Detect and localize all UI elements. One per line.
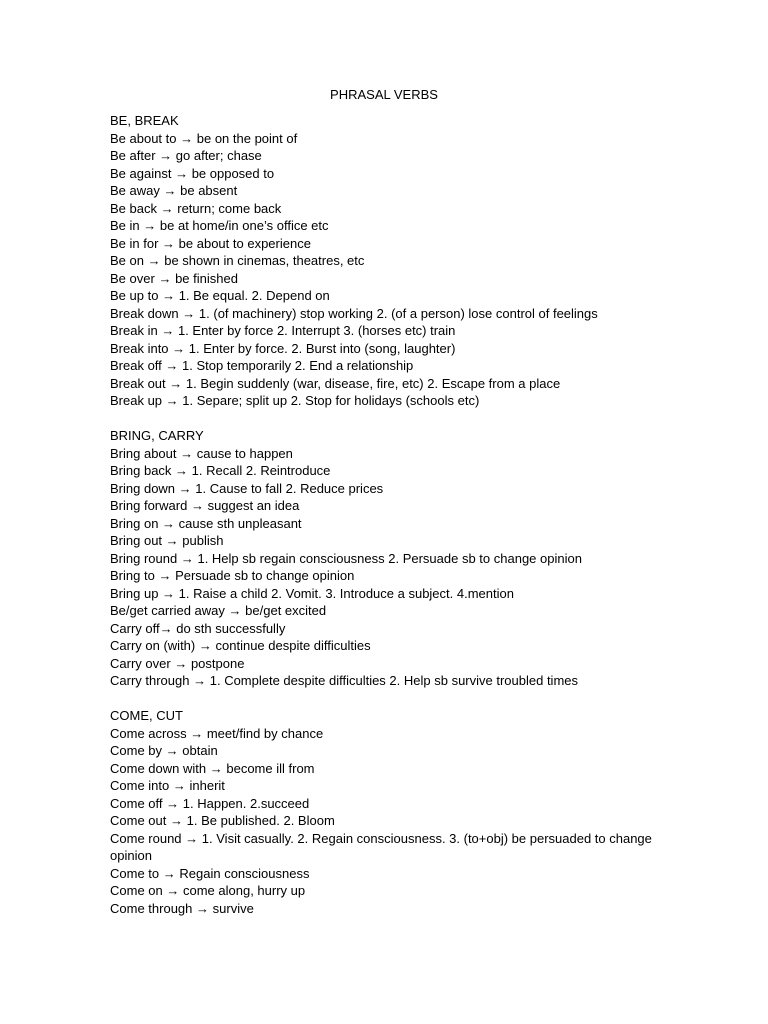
phrasal-verb-entry — [110, 760, 655, 778]
verb-meaning: 1. Visit casually. 2. Regain consciousness. 3. (to+obj) be persuaded to change opinion — [110, 830, 652, 863]
phrasal-verb-entry — [110, 445, 655, 463]
verb-meaning: be about to experience — [178, 235, 311, 251]
arrow-icon: → — [166, 883, 180, 898]
phrasal-verb-entry — [110, 182, 655, 200]
arrow-icon: → — [163, 183, 177, 198]
verb-meaning: 1. Be published. 2. Bloom — [186, 813, 335, 828]
phrasal-verb-entry — [110, 725, 655, 743]
verb-phrase: Come on — [110, 883, 163, 898]
verb-phrase: Break in — [110, 323, 158, 338]
phrasal-verb-entry — [110, 147, 655, 165]
verb-meaning: be absent — [180, 183, 238, 198]
verb-meaning: cause sth unpleasant — [178, 515, 302, 531]
verb-meaning: go after; chase — [175, 148, 262, 163]
verb-meaning: be opposed to — [191, 165, 275, 181]
verb-meaning: 1. Be equal. 2. Depend on — [178, 288, 330, 303]
arrow-icon: → — [174, 655, 188, 671]
verb-phrase: Bring out — [110, 533, 163, 548]
arrow-icon: → — [169, 375, 183, 391]
arrow-icon: → — [160, 200, 174, 216]
verb-phrase: Carry off — [110, 620, 160, 636]
verb-phrase: Come across — [110, 725, 187, 741]
verb-phrase: Break down — [110, 305, 179, 321]
verb-phrase: Come through — [110, 900, 193, 916]
verb-meaning: Regain consciousness — [179, 865, 310, 881]
phrasal-verb-entry — [110, 200, 655, 218]
verb-meaning: be on the point of — [196, 130, 298, 146]
verb-meaning: suggest an idea — [207, 498, 300, 513]
phrasal-verb-entry — [110, 480, 655, 498]
phrasal-verb-entry — [110, 777, 655, 795]
verb-phrase: Bring down — [110, 480, 176, 496]
page-title: PHRASAL VERBS — [330, 87, 438, 102]
arrow-icon: → — [180, 550, 194, 566]
verb-phrase: Be in — [110, 218, 140, 233]
phrasal-verb-entry — [110, 655, 655, 673]
arrow-icon: → — [190, 498, 204, 513]
verb-phrase: Break out — [110, 375, 166, 391]
verb-phrase: Come to — [110, 865, 160, 881]
phrasal-verb-entry — [110, 620, 655, 638]
verb-phrase: Bring on — [110, 515, 159, 531]
arrow-icon: → — [180, 130, 194, 146]
phrasal-verb-entry — [110, 672, 655, 690]
phrasal-verb-entry — [110, 637, 655, 655]
arrow-icon: → — [190, 725, 204, 741]
verb-meaning: 1. (of machinery) stop working 2. (of a person) lose control of feelings — [198, 305, 598, 321]
verb-meaning: 1. Enter by force 2. Interrupt 3. (horses etc) train — [177, 323, 456, 338]
section — [110, 427, 655, 690]
phrasal-verb-entry — [110, 602, 655, 620]
phrasal-verb-entry — [110, 567, 655, 585]
arrow-icon: → — [165, 533, 179, 548]
arrow-icon: → — [147, 253, 161, 268]
verb-phrase: Be against — [110, 165, 172, 181]
verb-phrase: Be after — [110, 148, 156, 163]
phrasal-verb-entry — [110, 795, 655, 813]
verb-phrase: Carry over — [110, 655, 171, 671]
verb-phrase: Be over — [110, 270, 155, 286]
verb-phrase: Come down with — [110, 760, 207, 776]
arrow-icon: → — [159, 620, 173, 636]
arrow-icon: → — [185, 830, 199, 846]
arrow-icon: → — [162, 585, 176, 601]
phrasal-verb-entry — [110, 497, 655, 515]
phrasal-verb-entry — [110, 900, 655, 918]
arrow-icon: → — [165, 743, 179, 758]
section — [110, 112, 655, 410]
arrow-icon: → — [159, 148, 173, 163]
verb-phrase: Bring back — [110, 463, 172, 478]
arrow-icon: → — [158, 270, 172, 286]
arrow-icon: → — [178, 480, 192, 496]
verb-phrase: Break into — [110, 340, 169, 356]
verb-meaning: Persuade sb to change opinion — [175, 568, 355, 583]
phrasal-verb-entry — [110, 392, 655, 410]
verb-phrase: Be up to — [110, 288, 159, 303]
verb-phrase: Carry on (with) — [110, 638, 196, 653]
phrasal-verb-entry — [110, 532, 655, 550]
section-heading: BE, BREAK — [110, 113, 179, 128]
verb-meaning: be finished — [175, 270, 238, 286]
phrasal-verb-entry — [110, 270, 655, 288]
verb-meaning: 1. Separe; split up 2. Stop for holidays (schools etc) — [182, 393, 480, 408]
verb-phrase: Be away — [110, 183, 160, 198]
arrow-icon: → — [165, 358, 179, 373]
phrasal-verb-entry — [110, 830, 655, 865]
arrow-icon: → — [209, 760, 223, 776]
verb-phrase: Break up — [110, 393, 163, 408]
arrow-icon: → — [196, 900, 210, 916]
arrow-icon: → — [198, 638, 212, 653]
verb-meaning: cause to happen — [196, 445, 293, 461]
verb-meaning: continue despite difficulties — [215, 638, 371, 653]
verb-meaning: 1. Complete despite difficulties 2. Help sb survive troubled times — [209, 673, 579, 688]
arrow-icon: → — [170, 813, 183, 828]
verb-phrase: Be on — [110, 253, 144, 268]
phrasal-verb-entry — [110, 217, 655, 235]
arrow-icon: → — [162, 865, 176, 881]
phrasal-verb-entry — [110, 252, 655, 270]
arrow-icon: → — [161, 323, 175, 338]
verb-phrase: Come out — [110, 813, 167, 828]
phrasal-verb-entry — [110, 550, 655, 568]
arrow-icon: → — [165, 393, 179, 408]
verb-meaning: do sth successfully — [176, 620, 286, 636]
verb-meaning: be shown in cinemas, theatres, etc — [164, 253, 365, 268]
section — [110, 707, 655, 917]
arrow-icon: → — [172, 778, 186, 793]
verb-phrase: Bring round — [110, 550, 178, 566]
arrow-icon: → — [180, 445, 194, 461]
verb-phrase: Be in for — [110, 235, 159, 251]
phrasal-verb-entry — [110, 865, 655, 883]
verb-phrase: Come by — [110, 743, 163, 758]
verb-phrase: Come off — [110, 795, 163, 811]
verb-meaning: 1. Happen. 2.succeed — [182, 795, 310, 811]
verb-meaning: 1. Help sb regain consciousness 2. Persuade sb to change opinion — [197, 550, 582, 566]
verb-meaning: 1. Recall 2. Reintroduce — [191, 463, 331, 478]
arrow-icon: → — [166, 795, 180, 811]
verb-meaning: 1. Cause to fall 2. Reduce prices — [195, 480, 384, 496]
phrasal-verb-entry — [110, 235, 655, 253]
verb-phrase: Carry through — [110, 673, 190, 688]
arrow-icon: → — [162, 235, 176, 251]
arrow-icon: → — [228, 603, 242, 618]
phrasal-verb-entry — [110, 812, 655, 830]
verb-phrase: Be/get carried away — [110, 603, 225, 618]
phrasal-verb-entry — [110, 357, 655, 375]
phrasal-verb-entry — [110, 305, 655, 323]
arrow-icon: → — [162, 515, 176, 531]
verb-phrase: Be back — [110, 200, 157, 216]
arrow-icon: → — [143, 218, 157, 233]
phrasal-verb-entry — [110, 322, 655, 340]
arrow-icon: → — [175, 165, 189, 181]
arrow-icon: → — [193, 673, 207, 688]
phrasal-verb-entry — [110, 742, 655, 760]
verb-meaning: inherit — [189, 778, 225, 793]
arrow-icon: → — [182, 305, 196, 321]
section-heading: BRING, CARRY — [110, 428, 204, 443]
phrasal-verb-entry — [110, 375, 655, 393]
section-heading: COME, CUT — [110, 708, 183, 723]
verb-phrase: Bring forward — [110, 498, 188, 513]
verb-phrase: Come round — [110, 830, 182, 846]
verb-meaning: survive — [212, 900, 254, 916]
arrow-icon: → — [162, 288, 176, 303]
verb-meaning: 1. Enter by force. 2. Burst into (song, laughter) — [188, 340, 456, 356]
verb-meaning: 1. Raise a child 2. Vomit. 3. Introduce a subject. 4.mention — [178, 585, 514, 601]
verb-meaning: obtain — [182, 743, 218, 758]
phrasal-verb-entry — [110, 165, 655, 183]
verb-meaning: 1. Begin suddenly (war, disease, fire, etc) 2. Escape from a place — [185, 375, 561, 391]
phrasal-verb-entry — [110, 462, 655, 480]
phrasal-verb-entry — [110, 130, 655, 148]
phrasal-verb-entry — [110, 585, 655, 603]
verb-phrase: Bring about — [110, 445, 177, 461]
verb-phrase: Be about to — [110, 130, 177, 146]
phrasal-verb-entry — [110, 882, 655, 900]
verb-meaning: come along, hurry up — [183, 883, 306, 898]
verb-meaning: return; come back — [177, 200, 282, 216]
verb-meaning: publish — [182, 533, 224, 548]
phrasal-verb-entry — [110, 287, 655, 305]
verb-meaning: be at home/in one’s office etc — [159, 218, 329, 233]
verb-phrase: Bring up — [110, 585, 159, 601]
verb-meaning: become ill from — [226, 760, 315, 776]
verb-meaning: meet/find by chance — [206, 725, 324, 741]
verb-meaning: be/get excited — [245, 603, 327, 618]
arrow-icon: → — [172, 340, 186, 356]
verb-meaning: postpone — [190, 655, 245, 671]
verb-meaning: 1. Stop temporarily 2. End a relationship — [182, 358, 414, 373]
verb-phrase: Bring to — [110, 568, 155, 583]
arrow-icon: → — [158, 568, 172, 583]
verb-phrase: Break off — [110, 358, 162, 373]
verb-phrase: Come into — [110, 778, 170, 793]
document-body — [110, 112, 655, 935]
arrow-icon: → — [175, 463, 189, 478]
phrasal-verb-entry — [110, 515, 655, 533]
phrasal-verb-entry — [110, 340, 655, 358]
